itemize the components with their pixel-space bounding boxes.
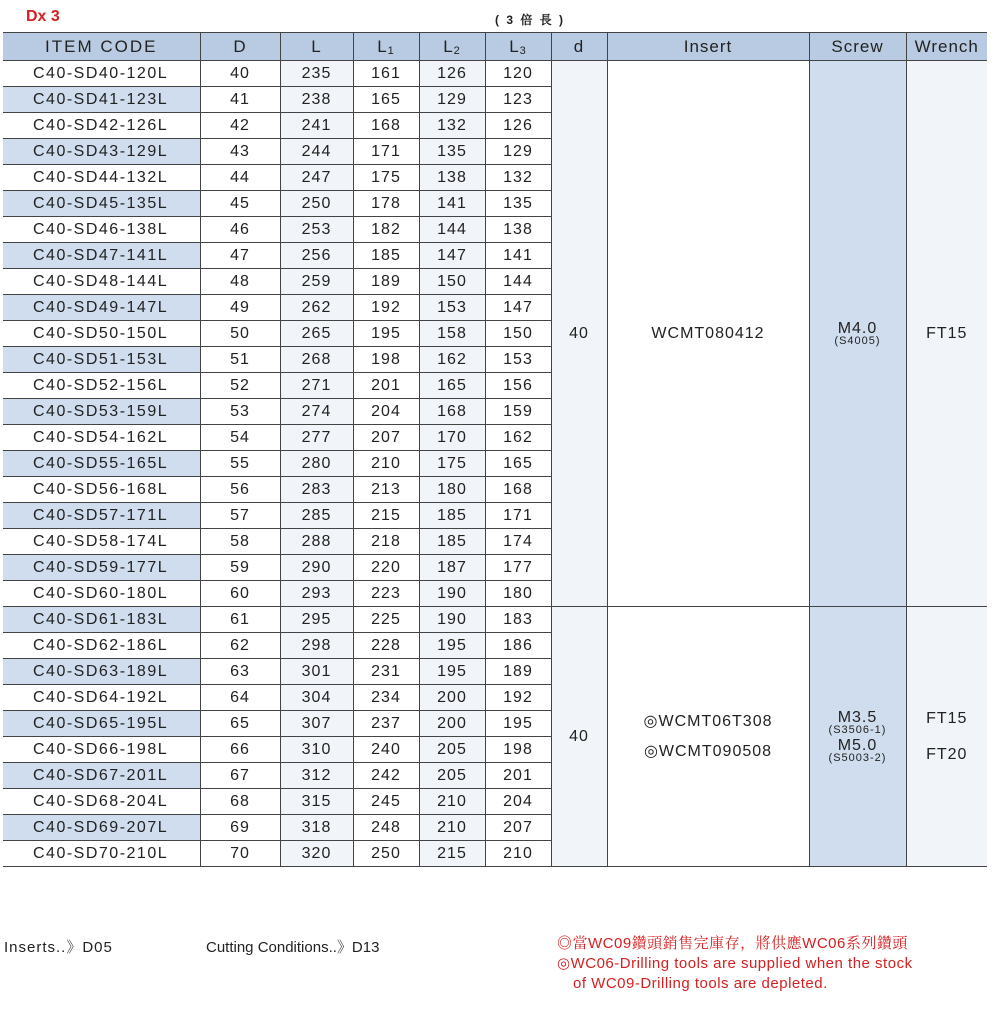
group2-screw xyxy=(809,607,906,867)
l-value: 290 xyxy=(280,555,353,581)
l1-value: 223 xyxy=(353,581,419,607)
item-code: C40-SD45-135L xyxy=(3,191,200,217)
group2-screw-1-code: (S3506-1) xyxy=(828,723,887,736)
d-value: 66 xyxy=(200,737,280,763)
l2-value: 126 xyxy=(419,61,485,87)
l2-value: 129 xyxy=(419,87,485,113)
table-body xyxy=(3,61,987,867)
l3-value: 168 xyxy=(485,477,551,503)
l1-value: 192 xyxy=(353,295,419,321)
l3-value: 162 xyxy=(485,425,551,451)
l3-value: 186 xyxy=(485,633,551,659)
l-value: 315 xyxy=(280,789,353,815)
l-value: 307 xyxy=(280,711,353,737)
l3-value: 165 xyxy=(485,451,551,477)
l3-value: 192 xyxy=(485,685,551,711)
l-value: 247 xyxy=(280,165,353,191)
l3-value: 171 xyxy=(485,503,551,529)
header-insert: Insert xyxy=(607,33,809,61)
l2-value: 210 xyxy=(419,815,485,841)
l3-value: 174 xyxy=(485,529,551,555)
group1-screw-size: M4.0 xyxy=(837,319,878,337)
d-value: 54 xyxy=(200,425,280,451)
l3-value: 183 xyxy=(485,607,551,633)
l2-value: 135 xyxy=(419,139,485,165)
l1-value: 228 xyxy=(353,633,419,659)
l2-value: 195 xyxy=(419,659,485,685)
d-value: 44 xyxy=(200,165,280,191)
l-value: 310 xyxy=(280,737,353,763)
d-value: 42 xyxy=(200,113,280,139)
l-value: 259 xyxy=(280,269,353,295)
l2-value: 165 xyxy=(419,373,485,399)
item-code: C40-SD54-162L xyxy=(3,425,200,451)
l2-value: 138 xyxy=(419,165,485,191)
l3-value: 198 xyxy=(485,737,551,763)
l2-value: 215 xyxy=(419,841,485,867)
l3-value: 201 xyxy=(485,763,551,789)
l2-value: 144 xyxy=(419,217,485,243)
item-code: C40-SD49-147L xyxy=(3,295,200,321)
group2-wrench xyxy=(906,607,987,867)
header-item-code: ITEM CODE xyxy=(3,33,200,61)
d-value: 43 xyxy=(200,139,280,165)
l-value: 265 xyxy=(280,321,353,347)
l-value: 277 xyxy=(280,425,353,451)
item-code: C40-SD60-180L xyxy=(3,581,200,607)
l3-value: 141 xyxy=(485,243,551,269)
header-l1: $L_1$ xyxy=(353,33,419,61)
group1-screw-code: (S4005) xyxy=(834,334,881,347)
d-value: 53 xyxy=(200,399,280,425)
l2-value: 185 xyxy=(419,529,485,555)
l2-value: 195 xyxy=(419,633,485,659)
item-code: C40-SD69-207L xyxy=(3,815,200,841)
item-code: C40-SD48-144L xyxy=(3,269,200,295)
item-code: C40-SD53-159L xyxy=(3,399,200,425)
l2-value: 153 xyxy=(419,295,485,321)
note-chinese: ◎當WC09鑽頭銷售完庫存，將供應WC06系列鑽頭 xyxy=(557,935,908,952)
header-wrench: Wrench xyxy=(906,33,987,61)
l2-value: 175 xyxy=(419,451,485,477)
l2-value: 168 xyxy=(419,399,485,425)
l3-value: 135 xyxy=(485,191,551,217)
l-value: 274 xyxy=(280,399,353,425)
l3-value: 144 xyxy=(485,269,551,295)
l-value: 235 xyxy=(280,61,353,87)
item-code: C40-SD61-183L xyxy=(3,607,200,633)
d-value: 56 xyxy=(200,477,280,503)
l1-value: 189 xyxy=(353,269,419,295)
l-value: 285 xyxy=(280,503,353,529)
l3-value: 120 xyxy=(485,61,551,87)
l3-value: 195 xyxy=(485,711,551,737)
group2-screw-2-code: (S5003-2) xyxy=(828,751,887,764)
group1-wrench: FT15 xyxy=(906,61,987,607)
l3-value: 126 xyxy=(485,113,551,139)
item-code: C40-SD52-156L xyxy=(3,373,200,399)
note-english-2: of WC09-Drilling tools are depleted. xyxy=(573,975,828,992)
d-value: 63 xyxy=(200,659,280,685)
l3-value: 159 xyxy=(485,399,551,425)
l1-value: 215 xyxy=(353,503,419,529)
l-value: 301 xyxy=(280,659,353,685)
l3-value: 147 xyxy=(485,295,551,321)
item-code: C40-SD40-120L xyxy=(3,61,200,87)
l1-value: 234 xyxy=(353,685,419,711)
l1-value: 178 xyxy=(353,191,419,217)
l1-value: 231 xyxy=(353,659,419,685)
l-value: 253 xyxy=(280,217,353,243)
d-value: 48 xyxy=(200,269,280,295)
l1-value: 225 xyxy=(353,607,419,633)
l3-value: 153 xyxy=(485,347,551,373)
group1-screw xyxy=(809,61,906,607)
item-code: C40-SD43-129L xyxy=(3,139,200,165)
l2-value: 187 xyxy=(419,555,485,581)
l2-value: 190 xyxy=(419,581,485,607)
l-value: 312 xyxy=(280,763,353,789)
l-value: 250 xyxy=(280,191,353,217)
d-value: 46 xyxy=(200,217,280,243)
d-value: 69 xyxy=(200,815,280,841)
l-value: 241 xyxy=(280,113,353,139)
l-value: 244 xyxy=(280,139,353,165)
d-value: 67 xyxy=(200,763,280,789)
l1-value: 250 xyxy=(353,841,419,867)
item-code: C40-SD59-177L xyxy=(3,555,200,581)
l1-value: 165 xyxy=(353,87,419,113)
d-value: 64 xyxy=(200,685,280,711)
item-code: C40-SD58-174L xyxy=(3,529,200,555)
l1-value: 171 xyxy=(353,139,419,165)
l1-value: 201 xyxy=(353,373,419,399)
l2-value: 147 xyxy=(419,243,485,269)
l1-value: 237 xyxy=(353,711,419,737)
l1-value: 220 xyxy=(353,555,419,581)
header-d-lower: d xyxy=(551,33,607,61)
d-value: 61 xyxy=(200,607,280,633)
d-value: 45 xyxy=(200,191,280,217)
d-value: 59 xyxy=(200,555,280,581)
header-l2: $L_2$ xyxy=(419,33,485,61)
l1-value: 240 xyxy=(353,737,419,763)
l-value: 271 xyxy=(280,373,353,399)
d-value: 57 xyxy=(200,503,280,529)
l2-value: 158 xyxy=(419,321,485,347)
l2-value: 141 xyxy=(419,191,485,217)
group2-insert xyxy=(607,607,809,867)
spec-table xyxy=(3,32,987,867)
l-value: 238 xyxy=(280,87,353,113)
d-value: 62 xyxy=(200,633,280,659)
l-value: 256 xyxy=(280,243,353,269)
table-row xyxy=(3,607,987,633)
l3-value: 177 xyxy=(485,555,551,581)
header-l3: $L_3$ xyxy=(485,33,551,61)
d-value: 55 xyxy=(200,451,280,477)
d-value: 49 xyxy=(200,295,280,321)
l1-value: 213 xyxy=(353,477,419,503)
group2-d: 40 xyxy=(551,607,607,867)
l3-value: 156 xyxy=(485,373,551,399)
d-value: 47 xyxy=(200,243,280,269)
group2-wrench-2: FT20 xyxy=(926,745,968,763)
item-code: C40-SD67-201L xyxy=(3,763,200,789)
l2-value: 205 xyxy=(419,737,485,763)
l2-value: 170 xyxy=(419,425,485,451)
l3-value: 123 xyxy=(485,87,551,113)
l1-value: 248 xyxy=(353,815,419,841)
item-code: C40-SD68-204L xyxy=(3,789,200,815)
page-subtitle: ( 3 倍 長 ) xyxy=(495,13,566,27)
l-value: 288 xyxy=(280,529,353,555)
item-code: C40-SD41-123L xyxy=(3,87,200,113)
header-screw: Screw xyxy=(809,33,906,61)
item-code: C40-SD51-153L xyxy=(3,347,200,373)
l1-value: 195 xyxy=(353,321,419,347)
l2-value: 210 xyxy=(419,789,485,815)
d-value: 51 xyxy=(200,347,280,373)
l3-value: 204 xyxy=(485,789,551,815)
d-value: 58 xyxy=(200,529,280,555)
item-code: C40-SD66-198L xyxy=(3,737,200,763)
l1-value: 245 xyxy=(353,789,419,815)
l3-value: 207 xyxy=(485,815,551,841)
item-code: C40-SD65-195L xyxy=(3,711,200,737)
note-english-1: ◎WC06-Drilling tools are supplied when the stock xyxy=(557,955,913,972)
item-code: C40-SD47-141L xyxy=(3,243,200,269)
header-d-upper: D xyxy=(200,33,280,61)
l2-value: 205 xyxy=(419,763,485,789)
l-value: 293 xyxy=(280,581,353,607)
l2-value: 150 xyxy=(419,269,485,295)
l-value: 268 xyxy=(280,347,353,373)
group1-insert: WCMT080412 xyxy=(607,61,809,607)
l2-value: 162 xyxy=(419,347,485,373)
group2-screw-2-size: M5.0 xyxy=(837,736,878,754)
group2-screw-1-size: M3.5 xyxy=(837,708,878,726)
item-code: C40-SD62-186L xyxy=(3,633,200,659)
l-value: 318 xyxy=(280,815,353,841)
d-value: 60 xyxy=(200,581,280,607)
item-code: C40-SD57-171L xyxy=(3,503,200,529)
l3-value: 210 xyxy=(485,841,551,867)
item-code: C40-SD44-132L xyxy=(3,165,200,191)
item-code: C40-SD50-150L xyxy=(3,321,200,347)
l3-value: 132 xyxy=(485,165,551,191)
l1-value: 207 xyxy=(353,425,419,451)
item-code: C40-SD70-210L xyxy=(3,841,200,867)
d-value: 52 xyxy=(200,373,280,399)
d-value: 50 xyxy=(200,321,280,347)
l2-value: 190 xyxy=(419,607,485,633)
l-value: 280 xyxy=(280,451,353,477)
d-value: 41 xyxy=(200,87,280,113)
l3-value: 189 xyxy=(485,659,551,685)
item-code: C40-SD63-189L xyxy=(3,659,200,685)
l3-value: 138 xyxy=(485,217,551,243)
d-value: 65 xyxy=(200,711,280,737)
group2-insert-1: ◎WCMT06T308 xyxy=(643,712,773,730)
l-value: 283 xyxy=(280,477,353,503)
l1-value: 210 xyxy=(353,451,419,477)
l2-value: 200 xyxy=(419,711,485,737)
l-value: 320 xyxy=(280,841,353,867)
l-value: 262 xyxy=(280,295,353,321)
l3-value: 180 xyxy=(485,581,551,607)
l1-value: 161 xyxy=(353,61,419,87)
l1-value: 204 xyxy=(353,399,419,425)
stock-notes xyxy=(557,934,913,994)
l2-value: 185 xyxy=(419,503,485,529)
item-code: C40-SD46-138L xyxy=(3,217,200,243)
l1-value: 198 xyxy=(353,347,419,373)
l2-value: 200 xyxy=(419,685,485,711)
l2-value: 180 xyxy=(419,477,485,503)
d-value: 68 xyxy=(200,789,280,815)
l1-value: 185 xyxy=(353,243,419,269)
item-code: C40-SD56-168L xyxy=(3,477,200,503)
group2-wrench-1: FT15 xyxy=(926,709,968,727)
d-value: 40 xyxy=(200,61,280,87)
l3-value: 129 xyxy=(485,139,551,165)
group2-insert-2: ◎WCMT090508 xyxy=(643,742,773,760)
l3-value: 150 xyxy=(485,321,551,347)
group1-d: 40 xyxy=(551,61,607,607)
l1-value: 168 xyxy=(353,113,419,139)
l-value: 298 xyxy=(280,633,353,659)
item-code: C40-SD42-126L xyxy=(3,113,200,139)
l1-value: 175 xyxy=(353,165,419,191)
inserts-reference: Inserts..》D05 xyxy=(4,939,113,956)
item-code: C40-SD55-165L xyxy=(3,451,200,477)
l-value: 304 xyxy=(280,685,353,711)
table-row xyxy=(3,61,987,87)
item-code: C40-SD64-192L xyxy=(3,685,200,711)
d-value: 70 xyxy=(200,841,280,867)
cutting-conditions-reference: Cutting Conditions..》D13 xyxy=(206,939,380,956)
l2-value: 132 xyxy=(419,113,485,139)
page-title: Dx 3 xyxy=(26,8,60,25)
l1-value: 242 xyxy=(353,763,419,789)
l1-value: 182 xyxy=(353,217,419,243)
l1-value: 218 xyxy=(353,529,419,555)
l-value: 295 xyxy=(280,607,353,633)
header-l: L xyxy=(280,33,353,61)
